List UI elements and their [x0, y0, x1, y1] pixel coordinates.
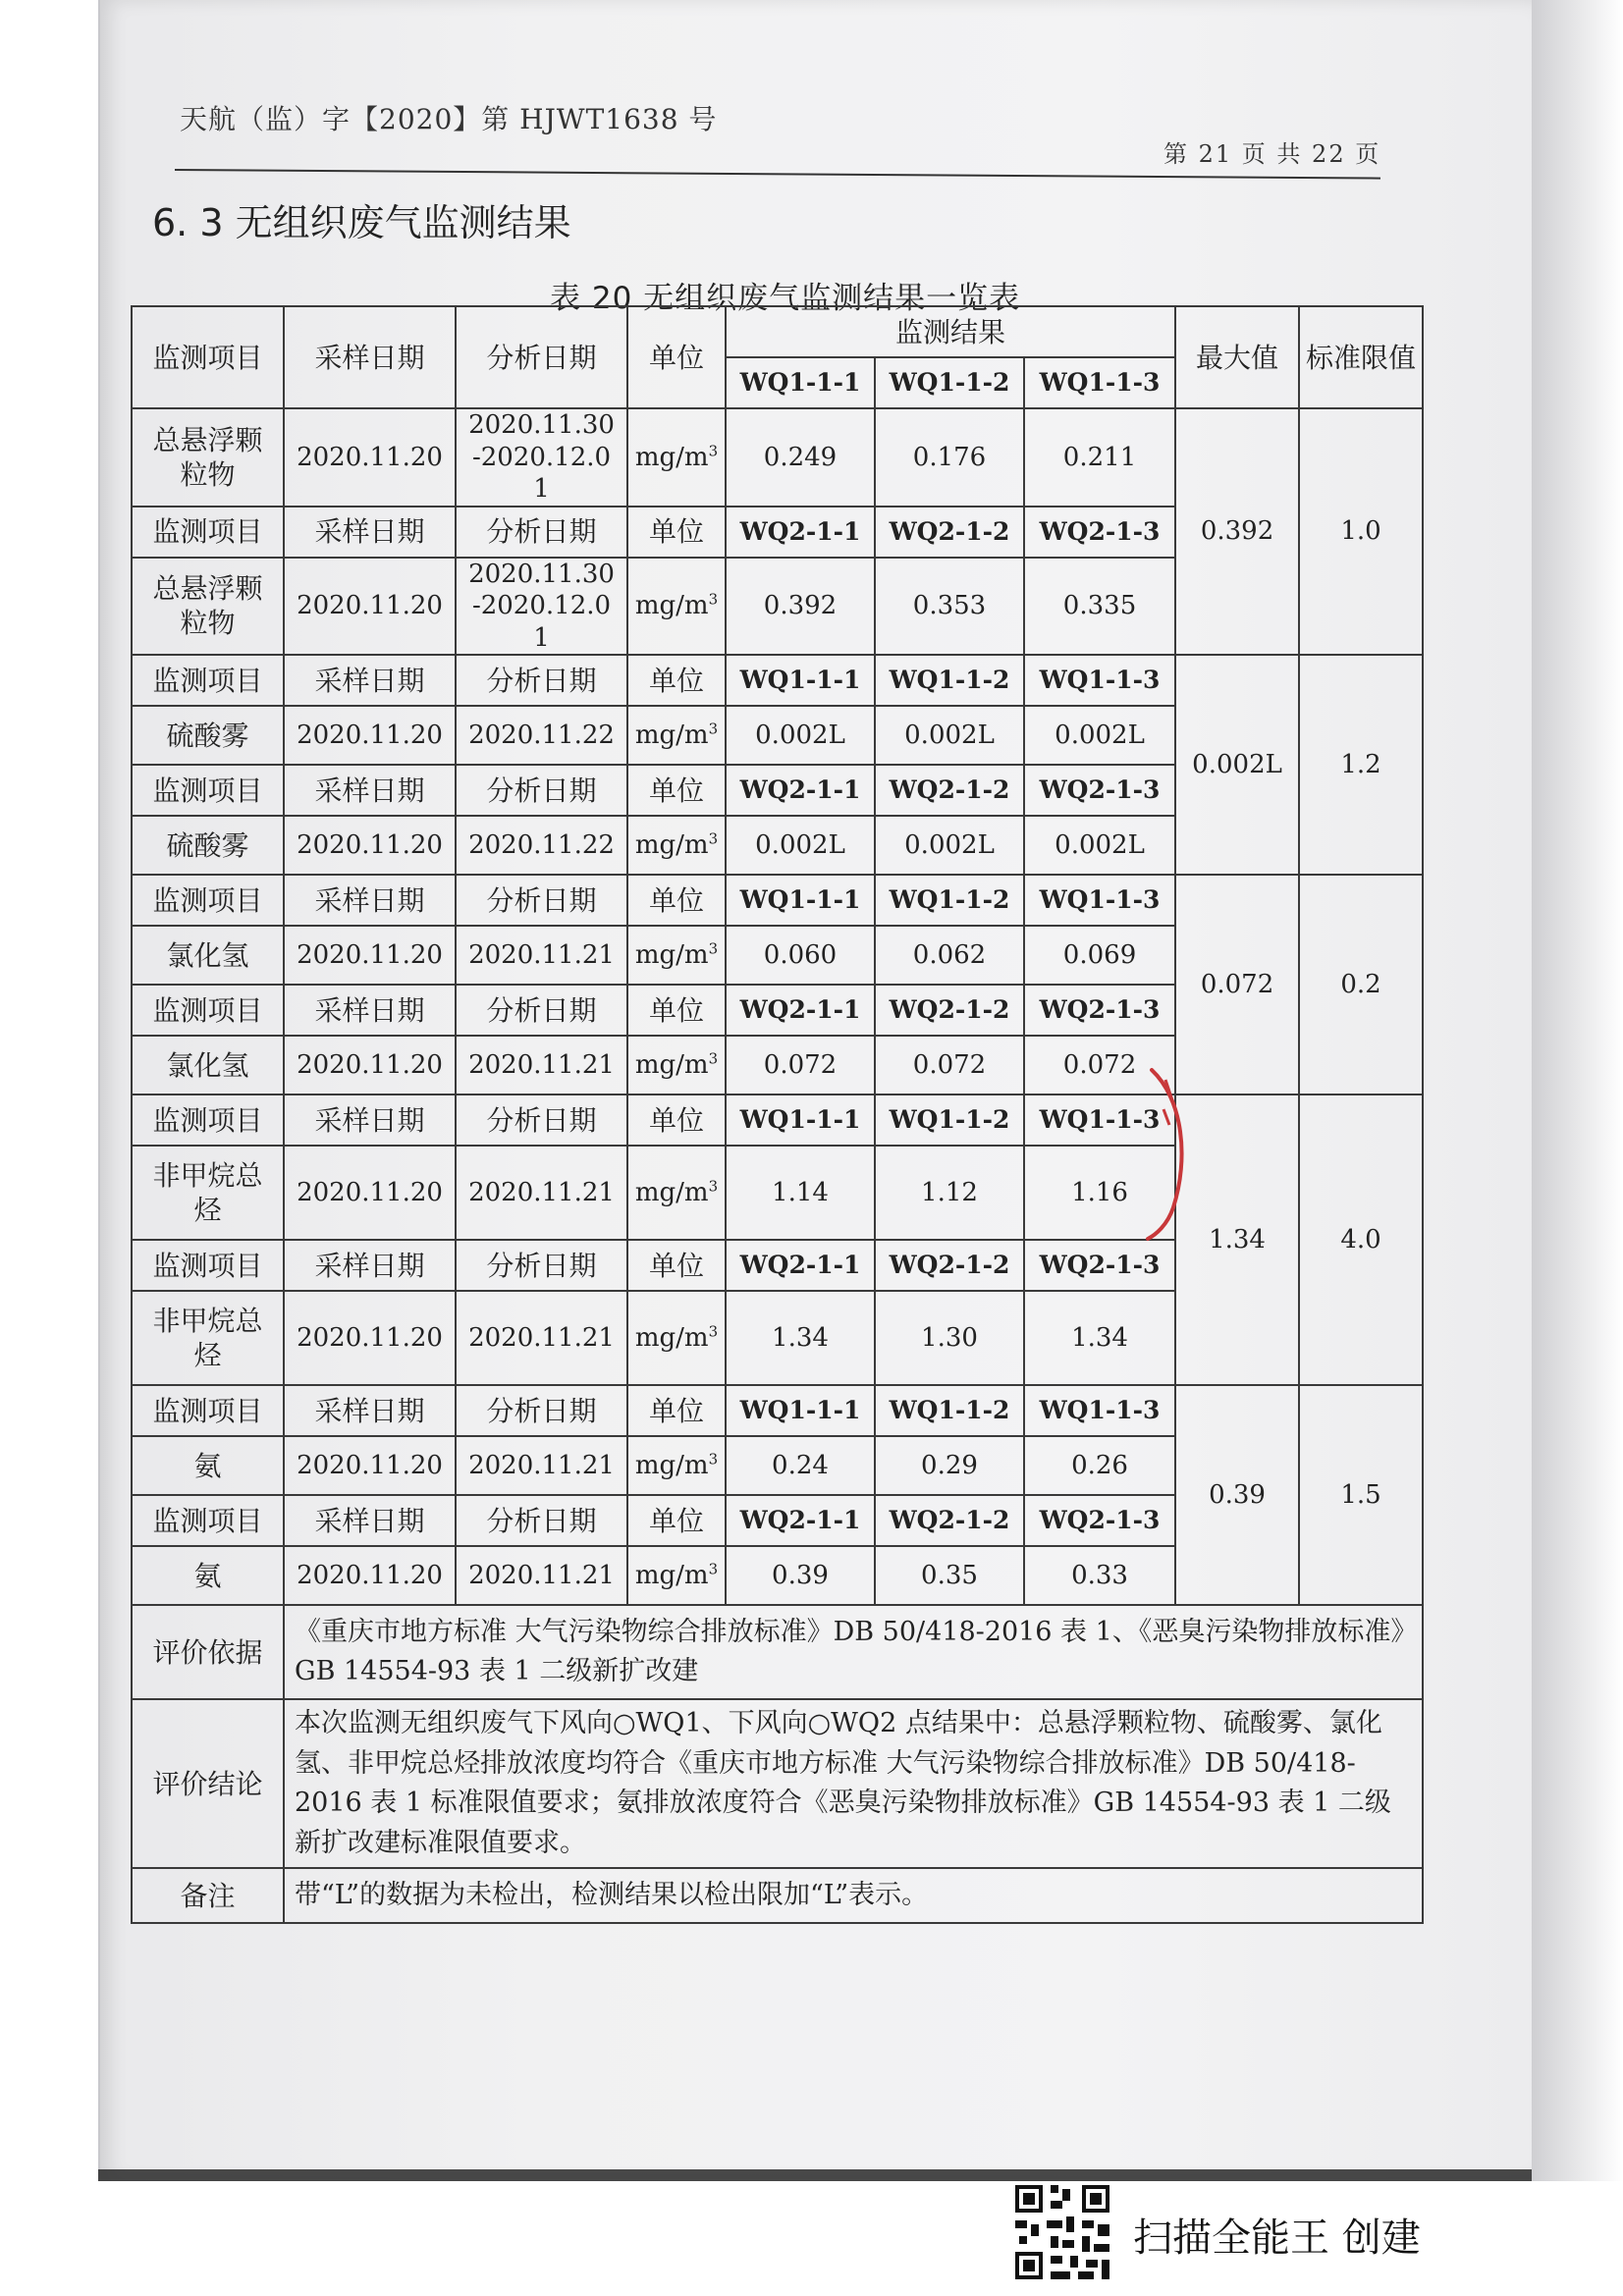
- cell-analysis-date: 2020.11.30-2020.12.01: [456, 408, 627, 507]
- subheader-point: WQ2-1-1: [726, 1240, 875, 1291]
- subheader-point: WQ1-1-1: [726, 875, 875, 926]
- unit-superscript: 3: [708, 1049, 719, 1068]
- subheader-sampling-date: 采样日期: [284, 1240, 456, 1291]
- unit-base: mg/m: [634, 720, 709, 750]
- header-sampling-date: 采样日期: [284, 306, 456, 408]
- cell-sampling-date: 2020.11.20: [284, 1291, 456, 1385]
- subheader-unit: 单位: [627, 985, 726, 1036]
- page-edge-right: [1532, 0, 1623, 2181]
- document-number: 天航（监）字【2020】第 HJWT1638 号: [180, 103, 718, 135]
- subheader-point: WQ2-1-1: [726, 985, 875, 1036]
- subheader-item: 监测项目: [132, 1495, 284, 1546]
- cell-standard-limit: 1.0: [1299, 408, 1423, 655]
- basis-label: 评价依据: [132, 1605, 284, 1699]
- unit-base: mg/m: [634, 442, 709, 472]
- cell-sampling-date: 2020.11.20: [284, 1036, 456, 1095]
- cell-max-value: 0.002L: [1175, 655, 1299, 875]
- unit-superscript: 3: [708, 590, 719, 609]
- subheader-point: WQ2-1-1: [726, 507, 875, 558]
- subheader-point: WQ2-1-2: [875, 1240, 1024, 1291]
- cell-item: 总悬浮颗粒物: [132, 558, 284, 656]
- cell-analysis-date: 2020.11.22: [456, 706, 627, 765]
- cell-unit: [627, 706, 726, 765]
- header-unit: 单位: [627, 306, 726, 408]
- cell-value: 0.072: [1024, 1036, 1175, 1095]
- cell-item: 非甲烷总烃: [132, 1291, 284, 1385]
- subheader-sampling-date: 采样日期: [284, 1385, 456, 1436]
- cell-item: 氯化氢: [132, 926, 284, 985]
- table-subheader-row: [132, 1095, 1423, 1146]
- table-basis-row: [132, 1605, 1423, 1699]
- subheader-point: WQ1-1-1: [726, 655, 875, 706]
- cell-analysis-date: 2020.11.21: [456, 1436, 627, 1495]
- note-label: 备注: [132, 1868, 284, 1923]
- cell-item: 总悬浮颗粒物: [132, 408, 284, 507]
- subheader-point: WQ1-1-2: [875, 875, 1024, 926]
- cell-unit: [627, 816, 726, 875]
- cell-value: 0.002L: [875, 816, 1024, 875]
- cell-value: 0.069: [1024, 926, 1175, 985]
- results-table-body: [132, 306, 1423, 1923]
- subheader-point: WQ1-1-2: [875, 1385, 1024, 1436]
- cell-sampling-date: 2020.11.20: [284, 926, 456, 985]
- subheader-point: WQ1-1-3: [1024, 1095, 1175, 1146]
- cell-value: 1.34: [1024, 1291, 1175, 1385]
- header-limit: 标准限值: [1299, 306, 1423, 408]
- cell-item: 氯化氢: [132, 1036, 284, 1095]
- cell-item: 非甲烷总烃: [132, 1146, 284, 1240]
- cell-standard-limit: 1.2: [1299, 655, 1423, 875]
- unit-superscript: 3: [708, 939, 719, 958]
- unit-superscript: 3: [708, 441, 719, 459]
- subheader-unit: 单位: [627, 875, 726, 926]
- header-max: 最大值: [1175, 306, 1299, 408]
- subheader-point: WQ2-1-1: [726, 1495, 875, 1546]
- header-point-2: WQ1-1-2: [875, 357, 1024, 408]
- cell-analysis-date: 2020.11.30-2020.12.01: [456, 558, 627, 656]
- subheader-sampling-date: 采样日期: [284, 655, 456, 706]
- subheader-item: 监测项目: [132, 507, 284, 558]
- cell-value: 1.12: [875, 1146, 1024, 1240]
- results-table-container: [131, 305, 1422, 1924]
- subheader-point: WQ2-1-1: [726, 765, 875, 816]
- cell-value: 1.14: [726, 1146, 875, 1240]
- unit-base: mg/m: [634, 1450, 709, 1480]
- table-subheader-row: [132, 875, 1423, 926]
- scanner-brand-text: 扫描全能王 创建: [1133, 2216, 1421, 2261]
- cell-value: 0.26: [1024, 1436, 1175, 1495]
- cell-value: 1.34: [726, 1291, 875, 1385]
- cell-value: 0.392: [726, 558, 875, 656]
- unit-base: mg/m: [634, 1177, 709, 1207]
- unit-base: mg/m: [634, 591, 709, 620]
- unit-superscript: 3: [708, 829, 719, 848]
- subheader-analysis-date: 分析日期: [456, 875, 627, 926]
- subheader-point: WQ2-1-3: [1024, 1240, 1175, 1291]
- unit-base: mg/m: [634, 939, 709, 970]
- cell-value: 0.060: [726, 926, 875, 985]
- cell-item: 硫酸雾: [132, 706, 284, 765]
- subheader-analysis-date: 分析日期: [456, 765, 627, 816]
- cell-item: 硫酸雾: [132, 816, 284, 875]
- unit-base: mg/m: [634, 1049, 709, 1080]
- cell-value: 0.24: [726, 1436, 875, 1495]
- subheader-unit: 单位: [627, 1495, 726, 1546]
- cell-max-value: 0.392: [1175, 408, 1299, 655]
- header-point-3: WQ1-1-3: [1024, 357, 1175, 408]
- section-title: 6. 3 无组织废气监测结果: [152, 201, 571, 244]
- cell-unit: [627, 408, 726, 507]
- cell-max-value: 0.39: [1175, 1385, 1299, 1605]
- subheader-point: WQ2-1-3: [1024, 507, 1175, 558]
- table-header-row: [132, 306, 1423, 357]
- subheader-item: 监测项目: [132, 765, 284, 816]
- cell-value: 0.33: [1024, 1546, 1175, 1605]
- subheader-item: 监测项目: [132, 1095, 284, 1146]
- cell-value: 0.29: [875, 1436, 1024, 1495]
- cell-value: 0.39: [726, 1546, 875, 1605]
- cell-unit: [627, 1036, 726, 1095]
- subheader-point: WQ2-1-3: [1024, 1495, 1175, 1546]
- cell-max-value: 1.34: [1175, 1095, 1299, 1385]
- subheader-unit: 单位: [627, 1385, 726, 1436]
- cell-value: 0.072: [726, 1036, 875, 1095]
- table-note-row: [132, 1868, 1423, 1923]
- basis-text: 《重庆市地方标准 大气污染物综合排放标准》DB 50/418-2016 表 1、《恶臭污染物排放标准》GB 14554-93 表 1 二级新扩改建: [284, 1605, 1423, 1699]
- unit-superscript: 3: [708, 1177, 719, 1196]
- cell-unit: [627, 1546, 726, 1605]
- header-point-1: WQ1-1-1: [726, 357, 875, 408]
- subheader-point: WQ1-1-2: [875, 1095, 1024, 1146]
- subheader-unit: 单位: [627, 1095, 726, 1146]
- subheader-analysis-date: 分析日期: [456, 1495, 627, 1546]
- subheader-item: 监测项目: [132, 985, 284, 1036]
- cell-value: 0.353: [875, 558, 1024, 656]
- unit-superscript: 3: [708, 1560, 719, 1578]
- cell-standard-limit: 1.5: [1299, 1385, 1423, 1605]
- table-subheader-row: [132, 655, 1423, 706]
- subheader-unit: 单位: [627, 507, 726, 558]
- cell-analysis-date: 2020.11.22: [456, 816, 627, 875]
- table-conclusion-row: [132, 1699, 1423, 1868]
- cell-analysis-date: 2020.11.21: [456, 1291, 627, 1385]
- cell-sampling-date: 2020.11.20: [284, 1546, 456, 1605]
- cell-analysis-date: 2020.11.21: [456, 1146, 627, 1240]
- subheader-sampling-date: 采样日期: [284, 1495, 456, 1546]
- cell-value: 0.002L: [726, 706, 875, 765]
- cell-sampling-date: 2020.11.20: [284, 1436, 456, 1495]
- unit-base: mg/m: [634, 829, 709, 860]
- subheader-item: 监测项目: [132, 1385, 284, 1436]
- unit-superscript: 3: [708, 1322, 719, 1341]
- subheader-point: WQ1-1-1: [726, 1095, 875, 1146]
- subheader-unit: 单位: [627, 655, 726, 706]
- subheader-analysis-date: 分析日期: [456, 1095, 627, 1146]
- cell-value: 0.335: [1024, 558, 1175, 656]
- cell-value: 0.35: [875, 1546, 1024, 1605]
- cell-sampling-date: 2020.11.20: [284, 408, 456, 507]
- cell-analysis-date: 2020.11.21: [456, 1036, 627, 1095]
- cell-item: 氨: [132, 1436, 284, 1495]
- subheader-item: 监测项目: [132, 875, 284, 926]
- page-indicator: 第 21 页 共 22 页: [1163, 140, 1381, 168]
- cell-analysis-date: 2020.11.21: [456, 1546, 627, 1605]
- subheader-analysis-date: 分析日期: [456, 985, 627, 1036]
- unit-base: mg/m: [634, 1560, 709, 1590]
- cell-unit: [627, 1146, 726, 1240]
- cell-standard-limit: 0.2: [1299, 875, 1423, 1095]
- cell-sampling-date: 2020.11.20: [284, 706, 456, 765]
- cell-value: 0.062: [875, 926, 1024, 985]
- cell-unit: [627, 1291, 726, 1385]
- cell-analysis-date: 2020.11.21: [456, 926, 627, 985]
- cell-unit: [627, 558, 726, 656]
- unit-base: mg/m: [634, 1322, 709, 1353]
- cell-sampling-date: 2020.11.20: [284, 816, 456, 875]
- cell-sampling-date: 2020.11.20: [284, 558, 456, 656]
- cell-value: 0.249: [726, 408, 875, 507]
- page-margin-left: [0, 0, 98, 2181]
- subheader-analysis-date: 分析日期: [456, 507, 627, 558]
- header-results: 监测结果: [726, 306, 1175, 357]
- unit-superscript: 3: [708, 1450, 719, 1468]
- table-row: [132, 408, 1423, 507]
- subheader-point: WQ2-1-2: [875, 765, 1024, 816]
- subheader-point: WQ1-1-2: [875, 655, 1024, 706]
- header-analysis-date: 分析日期: [456, 306, 627, 408]
- subheader-item: 监测项目: [132, 655, 284, 706]
- subheader-point: WQ2-1-2: [875, 1495, 1024, 1546]
- handwritten-check-mark: [1144, 1060, 1203, 1247]
- subheader-point: WQ1-1-3: [1024, 875, 1175, 926]
- subheader-point: WQ1-1-3: [1024, 1385, 1175, 1436]
- note-text: 带“L”的数据为未检出，检测结果以检出限加“L”表示。: [284, 1868, 1423, 1923]
- subheader-analysis-date: 分析日期: [456, 1385, 627, 1436]
- subheader-unit: 单位: [627, 765, 726, 816]
- conclusion-text: 本次监测无组织废气下风向○WQ1、下风向○WQ2 点结果中：总悬浮颗粒物、硫酸雾、氯化氢、非甲烷总烃排放浓度均符合《重庆市地方标准 大气污染物综合排放标准》DB 50/418-2016 表 1 标准限值要求；氨排放浓度符合《恶臭污染物排放标准》GB 14554-93 表 1 二级新扩改建标准限值要求。: [284, 1699, 1423, 1868]
- cell-sampling-date: 2020.11.20: [284, 1146, 456, 1240]
- subheader-sampling-date: 采样日期: [284, 985, 456, 1036]
- cell-value: 0.002L: [726, 816, 875, 875]
- subheader-unit: 单位: [627, 1240, 726, 1291]
- subheader-point: WQ2-1-3: [1024, 985, 1175, 1036]
- subheader-point: WQ2-1-3: [1024, 765, 1175, 816]
- header-item: 监测项目: [132, 306, 284, 408]
- unit-superscript: 3: [708, 720, 719, 738]
- subheader-sampling-date: 采样日期: [284, 1095, 456, 1146]
- cell-value: 0.002L: [875, 706, 1024, 765]
- subheader-point: WQ1-1-3: [1024, 655, 1175, 706]
- subheader-sampling-date: 采样日期: [284, 765, 456, 816]
- cell-item: 氨: [132, 1546, 284, 1605]
- cell-value: 1.16: [1024, 1146, 1175, 1240]
- scanner-watermark: [1011, 2177, 1522, 2290]
- results-table: [131, 305, 1424, 1924]
- cell-value: 0.002L: [1024, 706, 1175, 765]
- cell-value: 0.176: [875, 408, 1024, 507]
- conclusion-label: 评价结论: [132, 1699, 284, 1868]
- cell-standard-limit: 4.0: [1299, 1095, 1423, 1385]
- subheader-analysis-date: 分析日期: [456, 1240, 627, 1291]
- subheader-analysis-date: 分析日期: [456, 655, 627, 706]
- cell-value: 0.211: [1024, 408, 1175, 507]
- subheader-item: 监测项目: [132, 1240, 284, 1291]
- cell-value: 1.30: [875, 1291, 1024, 1385]
- subheader-point: WQ2-1-2: [875, 985, 1024, 1036]
- cell-value: 0.072: [875, 1036, 1024, 1095]
- cell-value: 0.002L: [1024, 816, 1175, 875]
- qr-code-icon: [1011, 2181, 1113, 2283]
- cell-max-value: 0.072: [1175, 875, 1299, 1095]
- cell-unit: [627, 1436, 726, 1495]
- table-subheader-row: [132, 1385, 1423, 1436]
- subheader-point: WQ2-1-2: [875, 507, 1024, 558]
- table-caption: 表 20 无组织废气监测结果一览表: [550, 281, 1021, 316]
- subheader-sampling-date: 采样日期: [284, 507, 456, 558]
- cell-unit: [627, 926, 726, 985]
- subheader-sampling-date: 采样日期: [284, 875, 456, 926]
- subheader-point: WQ1-1-1: [726, 1385, 875, 1436]
